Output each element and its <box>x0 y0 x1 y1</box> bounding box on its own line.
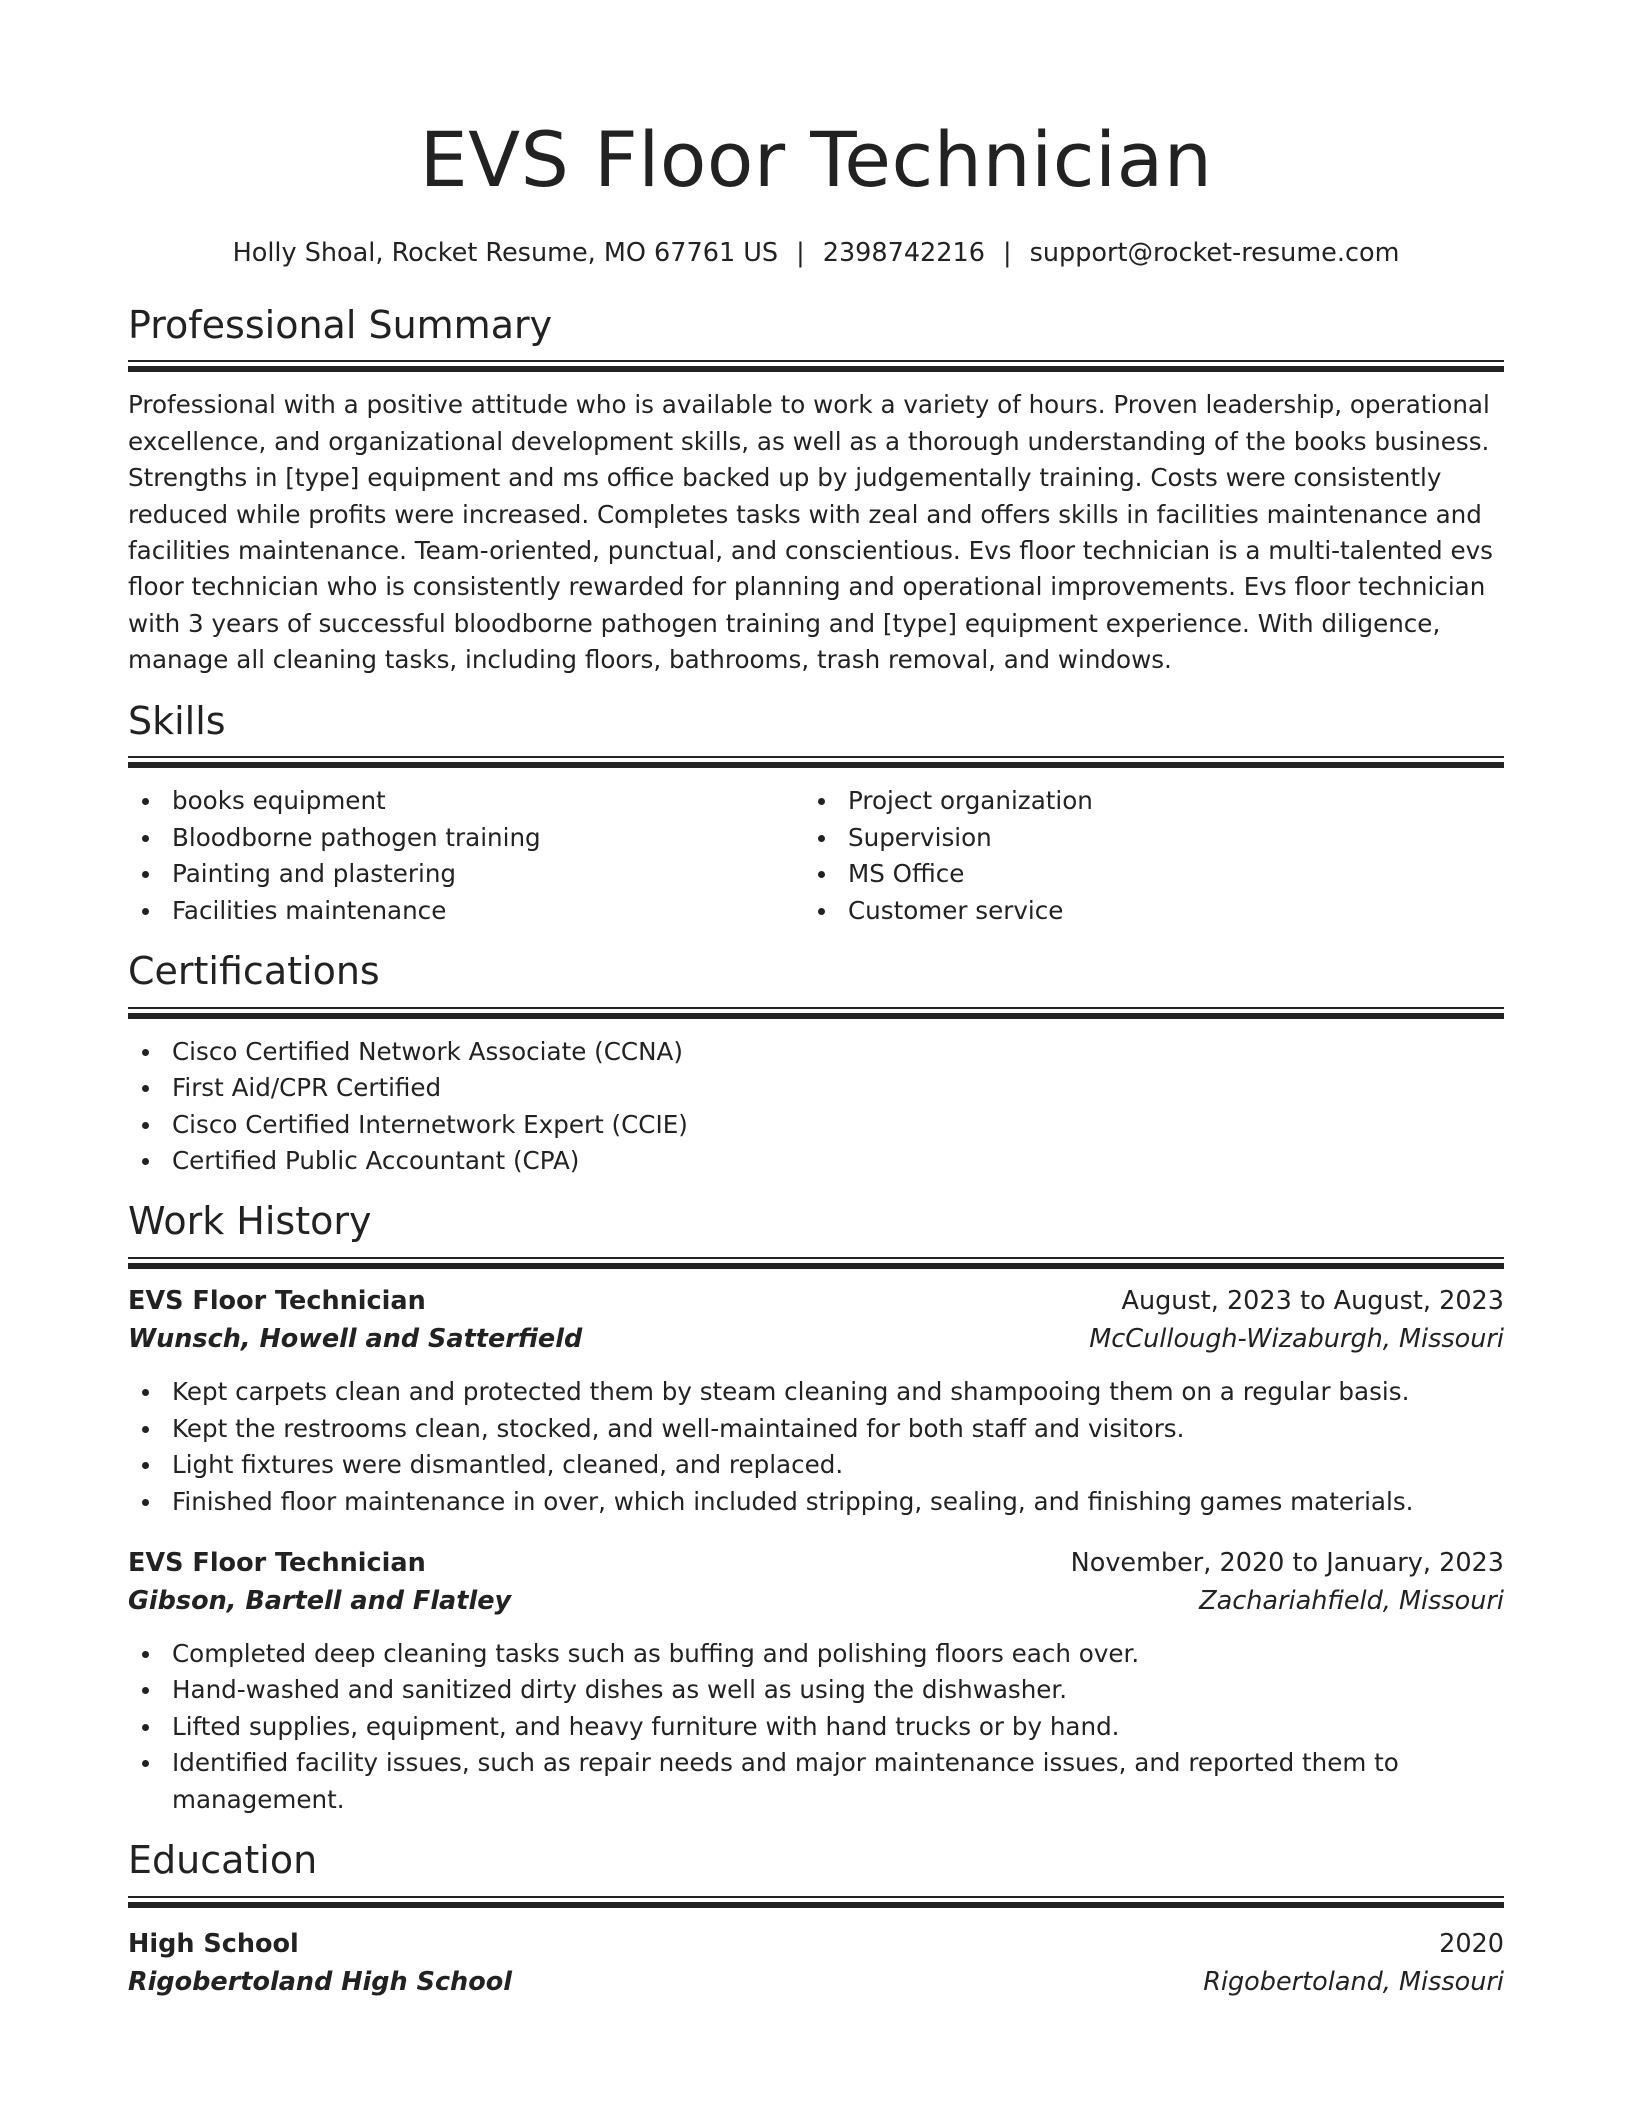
education-year: 2020 <box>1439 1928 1504 1959</box>
section-heading: Certifications <box>128 949 380 994</box>
skill-item: MS Office <box>804 856 1480 892</box>
skill-item: Customer service <box>804 893 1480 929</box>
contact-separator: | <box>796 238 805 268</box>
job-duty-item: Identified facility issues, such as repair needs and major maintenance issues, and reported them to management. <box>128 1745 1504 1818</box>
skills-section <box>128 698 1504 929</box>
job-company: Wunsch, Howell and Satterfield <box>128 1324 583 1355</box>
job-duty-item: Kept the restrooms clean, stocked, and well-maintained for both staff and visitors. <box>128 1411 1504 1447</box>
job-duty-item: Lifted supplies, equipment, and heavy furniture with hand trucks or by hand. <box>128 1709 1504 1745</box>
certification-item: First Aid/CPR Certified <box>128 1070 1504 1106</box>
section-divider <box>128 756 1504 769</box>
section-divider <box>128 360 1504 373</box>
job-duty-item: Light fixtures were dismantled, cleaned, and replaced. <box>128 1447 1504 1483</box>
job-duties-list <box>128 1636 1504 1818</box>
job-title: EVS Floor Technician <box>128 1286 426 1317</box>
contact-separator: | <box>1002 238 1012 268</box>
section-divider <box>128 1257 1504 1270</box>
education-subheader <box>128 1963 1504 2001</box>
skill-item: Painting and plastering <box>128 856 804 892</box>
skills-list-right <box>804 783 1480 929</box>
education-school: Rigobertoland High School <box>128 1966 512 1997</box>
certification-item: Cisco Certified Network Associate (CCNA) <box>128 1034 1504 1070</box>
job-location: McCullough-Wizaburgh, Missouri <box>1089 1324 1504 1355</box>
work-history-section <box>128 1201 1504 1817</box>
job-dates: August, 2023 to August, 2023 <box>1121 1286 1504 1317</box>
job-dates: November, 2020 to January, 2023 <box>1070 1547 1504 1578</box>
job-header <box>128 1544 1504 1582</box>
job-entry <box>128 1282 1504 1520</box>
resume-title: EVS Floor Technician <box>419 115 1213 204</box>
contact-address: Holly Shoal, Rocket Resume, MO 67761 US <box>232 238 779 268</box>
skill-item: Project organization <box>804 783 1480 819</box>
skills-list-left <box>128 783 804 929</box>
contact-phone: 2398742216 <box>822 238 985 268</box>
education-degree: High School <box>128 1928 299 1959</box>
section-divider <box>128 1007 1504 1020</box>
education-entry <box>128 1925 1504 2001</box>
certifications-list <box>128 1034 1504 1180</box>
job-duties-list <box>128 1374 1504 1520</box>
job-subheader <box>128 1320 1504 1358</box>
certifications-section <box>128 951 1504 1179</box>
skills-grid <box>128 783 1504 929</box>
section-heading: Professional Summary <box>128 302 553 347</box>
job-company: Gibson, Bartell and Flatley <box>128 1585 512 1616</box>
education-section <box>128 1837 1504 2001</box>
job-entry <box>128 1544 1504 1818</box>
section-heading: Work History <box>128 1199 372 1244</box>
certification-item: Certified Public Accountant (CPA) <box>128 1143 1504 1179</box>
job-header <box>128 1282 1504 1320</box>
job-duty-item: Hand-washed and sanitized dirty dishes as well as using the dishwasher. <box>128 1672 1504 1708</box>
education-header <box>128 1925 1504 1963</box>
skill-item: Bloodborne pathogen training <box>128 820 804 856</box>
summary-section <box>128 302 1504 679</box>
summary-text: Professional with a positive attitude who is available to work a variety of hours. Proven leadership, operational excellence, and organizational development skills, as well as a thorough understanding of the books business. Strengths in [type] equipment and ms office backed up by judgementally training. Costs were consistently reduced while profits were increased. Completes tasks with zeal and offers skills in facilities maintenance and facilities maintenance. Team-oriented, punctual, and conscientious. Evs floor technician is a multi-talented evs floor technician who is consistently rewarded for planning and operational improvements. Evs floor technician with 3 years of successful bloodborne pathogen training and [type] equipment experience. With diligence, manage all cleaning tasks, including floors, bathrooms, trash removal, and windows. <box>128 390 1493 675</box>
contact-line <box>128 238 1504 269</box>
job-duty-item: Kept carpets clean and protected them by steam cleaning and shampooing them on a regular basis. <box>128 1374 1504 1410</box>
skill-item: Facilities maintenance <box>128 893 804 929</box>
education-location: Rigobertoland, Missouri <box>1203 1966 1504 1997</box>
contact-email: support@rocket-resume.com <box>1029 238 1400 268</box>
job-title: EVS Floor Technician <box>128 1547 426 1578</box>
skill-item: books equipment <box>128 783 804 819</box>
section-heading: Skills <box>128 698 226 743</box>
job-location: Zachariahfield, Missouri <box>1199 1585 1504 1616</box>
section-heading: Education <box>128 1837 318 1882</box>
job-duty-item: Completed deep cleaning tasks such as buffing and polishing floors each over. <box>128 1636 1504 1672</box>
job-duty-item: Finished floor maintenance in over, which included stripping, sealing, and finishing games materials. <box>128 1484 1504 1520</box>
certification-item: Cisco Certified Internetwork Expert (CCIE) <box>128 1107 1504 1143</box>
job-subheader <box>128 1582 1504 1620</box>
skill-item: Supervision <box>804 820 1480 856</box>
section-divider <box>128 1896 1504 1909</box>
